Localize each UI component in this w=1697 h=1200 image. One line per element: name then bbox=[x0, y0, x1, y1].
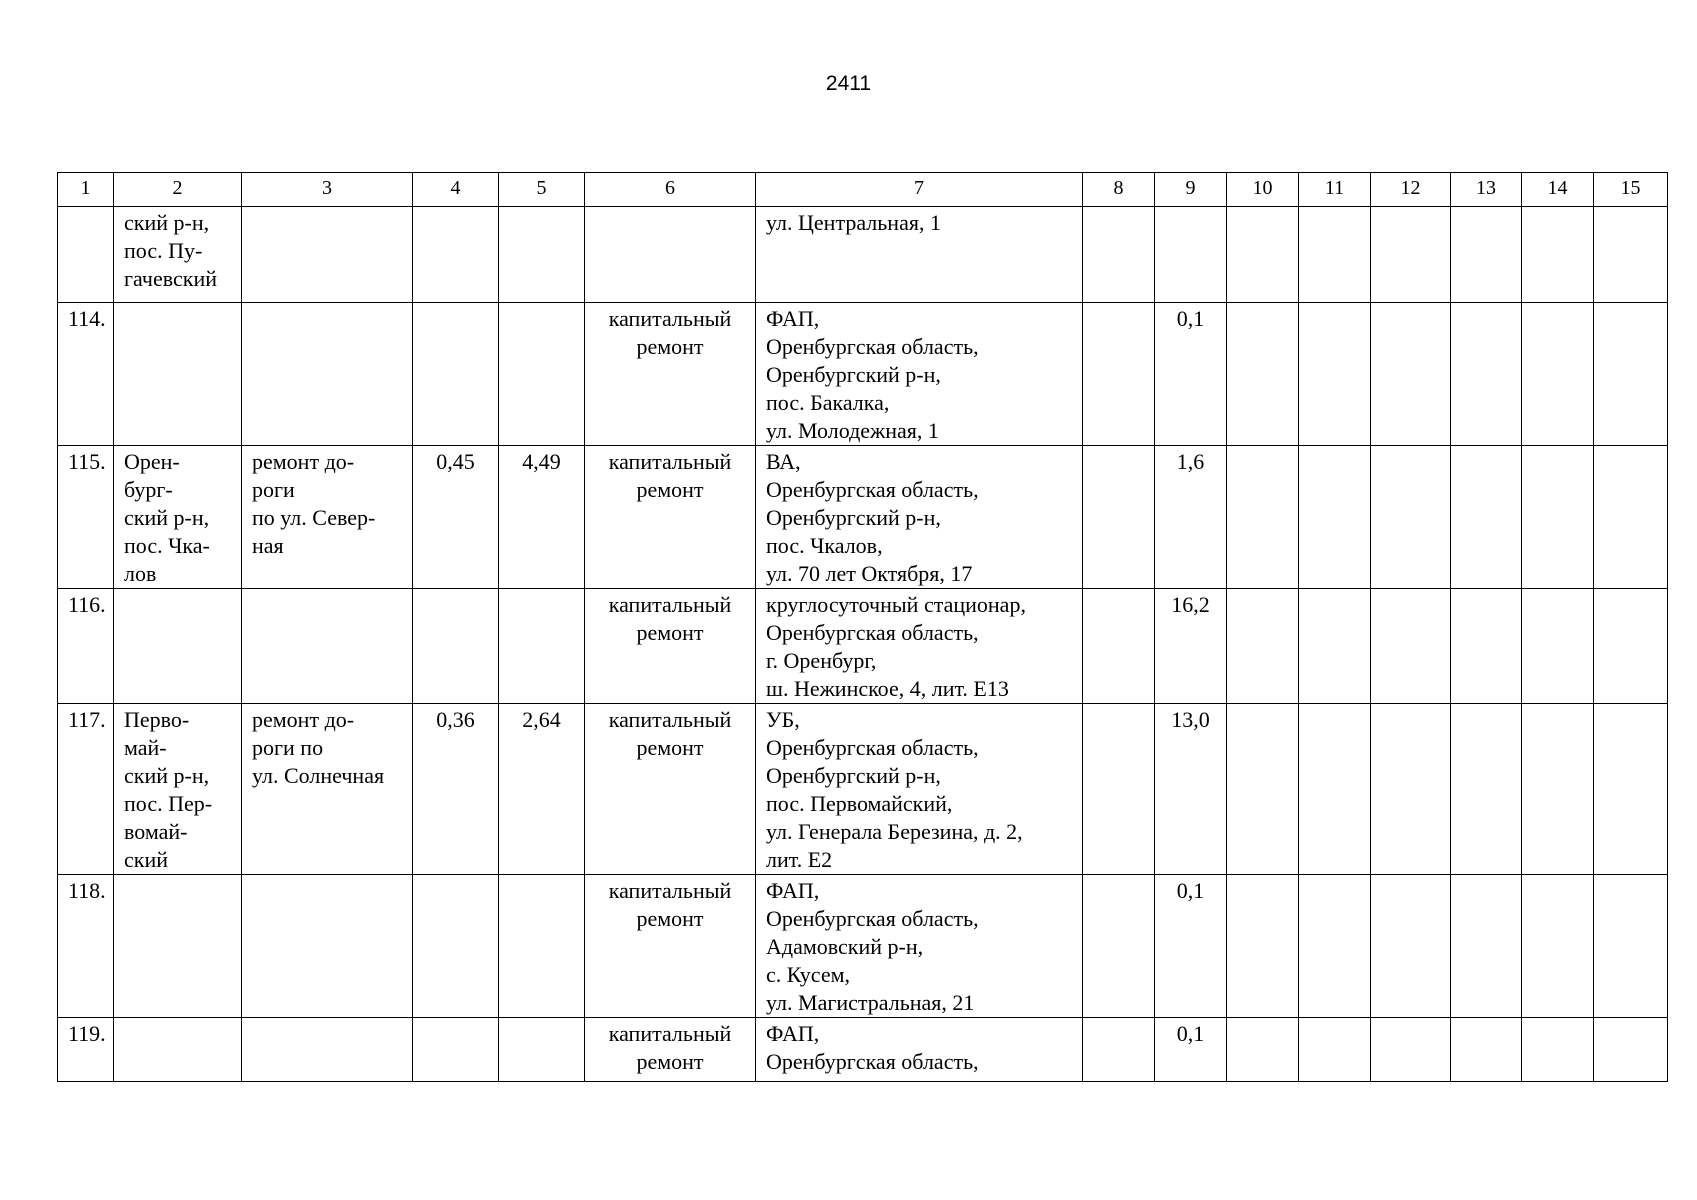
empty-cell bbox=[1522, 207, 1594, 303]
value-col4-cell: 0,45 bbox=[413, 446, 499, 589]
value-col4-cell bbox=[413, 875, 499, 1018]
empty-cell bbox=[1371, 1018, 1451, 1082]
value-col9-cell: 0,1 bbox=[1155, 1018, 1227, 1082]
road-work-cell bbox=[242, 207, 413, 303]
column-number: 3 bbox=[242, 173, 413, 207]
empty-cell bbox=[1299, 589, 1371, 704]
empty-cell bbox=[1451, 446, 1522, 589]
area-cell: Орен- бург- ский р-н, пос. Чка- лов bbox=[114, 446, 242, 589]
empty-cell bbox=[1299, 1018, 1371, 1082]
column-number: 7 bbox=[756, 173, 1083, 207]
object-cell: ул. Центральная, 1 bbox=[756, 207, 1083, 303]
value-col4-cell bbox=[413, 589, 499, 704]
work-type-cell: капитальный ремонт bbox=[585, 875, 756, 1018]
area-cell: Перво- май- ский р-н, пос. Пер- вомай- ский bbox=[114, 704, 242, 875]
empty-cell bbox=[1227, 1018, 1299, 1082]
value-col8-cell bbox=[1083, 589, 1155, 704]
row-number bbox=[58, 207, 114, 303]
area-cell bbox=[114, 1018, 242, 1082]
empty-cell bbox=[1299, 704, 1371, 875]
empty-cell bbox=[1451, 875, 1522, 1018]
column-number: 5 bbox=[499, 173, 585, 207]
value-col4-cell: 0,36 bbox=[413, 704, 499, 875]
road-work-cell bbox=[242, 1018, 413, 1082]
work-type-cell: капитальный ремонт bbox=[585, 589, 756, 704]
value-col9-cell: 1,6 bbox=[1155, 446, 1227, 589]
table-row bbox=[58, 446, 1668, 589]
table-row bbox=[58, 1018, 1668, 1082]
value-col5-cell: 2,64 bbox=[499, 704, 585, 875]
object-cell: круглосуточный стационар, Оренбургская область, г. Оренбург, ш. Нежинское, 4, лит. Е13 bbox=[756, 589, 1083, 704]
area-cell: ский р-н, пос. Пу- гачевский bbox=[114, 207, 242, 303]
empty-cell bbox=[1594, 589, 1668, 704]
object-cell: ФАП, Оренбургская область, bbox=[756, 1018, 1083, 1082]
value-col4-cell bbox=[413, 303, 499, 446]
column-number: 11 bbox=[1299, 173, 1371, 207]
empty-cell bbox=[1522, 704, 1594, 875]
column-number: 1 bbox=[58, 173, 114, 207]
object-cell: ФАП, Оренбургская область, Адамовский р-н, с. Кусем, ул. Магистральная, 21 bbox=[756, 875, 1083, 1018]
column-number: 15 bbox=[1594, 173, 1668, 207]
empty-cell bbox=[1594, 446, 1668, 589]
value-col9-cell: 0,1 bbox=[1155, 303, 1227, 446]
empty-cell bbox=[1371, 589, 1451, 704]
empty-cell bbox=[1594, 1018, 1668, 1082]
work-type-cell: капитальный ремонт bbox=[585, 446, 756, 589]
table-row bbox=[58, 303, 1668, 446]
empty-cell bbox=[1522, 446, 1594, 589]
empty-cell bbox=[1522, 1018, 1594, 1082]
value-col5-cell bbox=[499, 589, 585, 704]
area-cell bbox=[114, 589, 242, 704]
value-col9-cell bbox=[1155, 207, 1227, 303]
value-col5-cell bbox=[499, 303, 585, 446]
value-col5-cell bbox=[499, 207, 585, 303]
empty-cell bbox=[1451, 1018, 1522, 1082]
value-col8-cell bbox=[1083, 446, 1155, 589]
value-col9-cell: 13,0 bbox=[1155, 704, 1227, 875]
empty-cell bbox=[1227, 446, 1299, 589]
area-cell bbox=[114, 875, 242, 1018]
column-number-row bbox=[58, 173, 1668, 207]
work-type-cell: капитальный ремонт bbox=[585, 1018, 756, 1082]
empty-cell bbox=[1522, 303, 1594, 446]
value-col8-cell bbox=[1083, 875, 1155, 1018]
empty-cell bbox=[1451, 303, 1522, 446]
column-number: 13 bbox=[1451, 173, 1522, 207]
row-number: 117. bbox=[58, 704, 114, 875]
value-col5-cell bbox=[499, 1018, 585, 1082]
column-number: 4 bbox=[413, 173, 499, 207]
column-number: 2 bbox=[114, 173, 242, 207]
empty-cell bbox=[1522, 875, 1594, 1018]
table-row bbox=[58, 207, 1668, 303]
object-cell: ВА, Оренбургская область, Оренбургский р-н, пос. Чкалов, ул. 70 лет Октября, 17 bbox=[756, 446, 1083, 589]
road-work-cell: ремонт до- роги по ул. Солнечная bbox=[242, 704, 413, 875]
table-row bbox=[58, 589, 1668, 704]
value-col8-cell bbox=[1083, 207, 1155, 303]
empty-cell bbox=[1371, 303, 1451, 446]
row-number: 118. bbox=[58, 875, 114, 1018]
empty-cell bbox=[1451, 704, 1522, 875]
row-number: 119. bbox=[58, 1018, 114, 1082]
empty-cell bbox=[1227, 589, 1299, 704]
row-number: 115. bbox=[58, 446, 114, 589]
empty-cell bbox=[1227, 875, 1299, 1018]
road-work-cell bbox=[242, 589, 413, 704]
work-type-cell: капитальный ремонт bbox=[585, 303, 756, 446]
empty-cell bbox=[1451, 207, 1522, 303]
empty-cell bbox=[1371, 704, 1451, 875]
table-row bbox=[58, 875, 1668, 1018]
value-col5-cell bbox=[499, 875, 585, 1018]
empty-cell bbox=[1299, 207, 1371, 303]
value-col4-cell bbox=[413, 1018, 499, 1082]
empty-cell bbox=[1594, 875, 1668, 1018]
work-type-cell: капитальный ремонт bbox=[585, 704, 756, 875]
empty-cell bbox=[1371, 875, 1451, 1018]
value-col9-cell: 0,1 bbox=[1155, 875, 1227, 1018]
empty-cell bbox=[1594, 207, 1668, 303]
object-cell: ФАП, Оренбургская область, Оренбургский р-н, пос. Бакалка, ул. Молодежная, 1 bbox=[756, 303, 1083, 446]
value-col4-cell bbox=[413, 207, 499, 303]
empty-cell bbox=[1594, 303, 1668, 446]
column-number: 10 bbox=[1227, 173, 1299, 207]
empty-cell bbox=[1227, 704, 1299, 875]
empty-cell bbox=[1371, 207, 1451, 303]
object-cell: УБ, Оренбургская область, Оренбургский р-н, пос. Первомайский, ул. Генерала Березина, д. 2, лит. Е2 bbox=[756, 704, 1083, 875]
empty-cell bbox=[1522, 589, 1594, 704]
column-number: 14 bbox=[1522, 173, 1594, 207]
row-number: 114. bbox=[58, 303, 114, 446]
data-table bbox=[57, 172, 1668, 1082]
row-number: 116. bbox=[58, 589, 114, 704]
empty-cell bbox=[1594, 704, 1668, 875]
empty-cell bbox=[1227, 303, 1299, 446]
area-cell bbox=[114, 303, 242, 446]
column-number: 6 bbox=[585, 173, 756, 207]
page-number: 2411 bbox=[825, 72, 872, 95]
empty-cell bbox=[1451, 589, 1522, 704]
empty-cell bbox=[1227, 207, 1299, 303]
table-row bbox=[58, 704, 1668, 875]
work-type-cell bbox=[585, 207, 756, 303]
column-number: 8 bbox=[1083, 173, 1155, 207]
empty-cell bbox=[1299, 446, 1371, 589]
road-work-cell bbox=[242, 875, 413, 1018]
column-number: 12 bbox=[1371, 173, 1451, 207]
road-work-cell bbox=[242, 303, 413, 446]
value-col5-cell: 4,49 bbox=[499, 446, 585, 589]
column-number: 9 bbox=[1155, 173, 1227, 207]
road-work-cell: ремонт до- роги по ул. Север- ная bbox=[242, 446, 413, 589]
value-col8-cell bbox=[1083, 704, 1155, 875]
value-col8-cell bbox=[1083, 1018, 1155, 1082]
empty-cell bbox=[1299, 875, 1371, 1018]
empty-cell bbox=[1371, 446, 1451, 589]
empty-cell bbox=[1299, 303, 1371, 446]
value-col9-cell: 16,2 bbox=[1155, 589, 1227, 704]
value-col8-cell bbox=[1083, 303, 1155, 446]
